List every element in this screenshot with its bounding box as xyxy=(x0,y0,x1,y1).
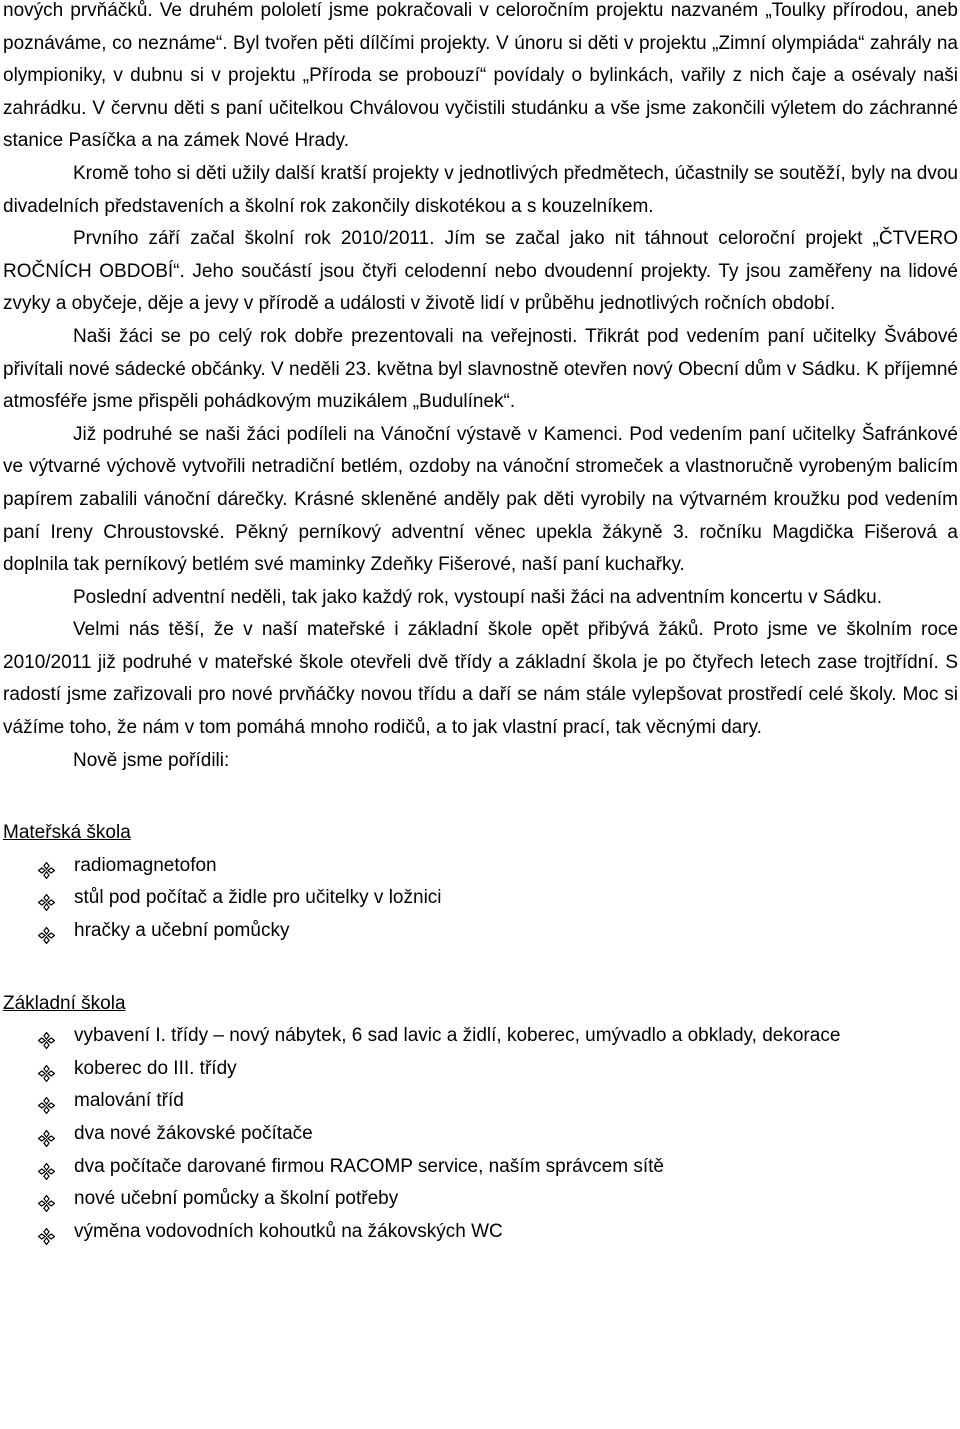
paragraph-school-year: Prvního září začal školní rok 2010/2011. Jím se začal jako nit táhnout celoroční projekt „ČTVERO ROČNÍCH OBDOBÍ“. Jeho součástí jsou čtyři celodenní nebo dvoudenní projekty. Ty jsou zaměřeny na lidové zvyky a obyčeje, děje a jevy v přírodě a události v životě lidí v průběhu jednotlivých ročních období. xyxy=(3,228,958,315)
diamond-petal xyxy=(44,1228,49,1235)
heading-zakladni-skola: Základní škola xyxy=(3,992,126,1014)
diamond-petal xyxy=(39,868,46,873)
four-diamond-bullet-icon xyxy=(38,1028,55,1045)
list-item-text: nové učební pomůcky a školní potřeby xyxy=(74,1188,399,1210)
four-diamond-glyph xyxy=(38,1097,55,1114)
diamond-petal xyxy=(39,1234,46,1239)
diamond-petal xyxy=(48,1169,55,1174)
diamond-petal xyxy=(39,1038,46,1043)
diamond-petal xyxy=(48,868,55,873)
four-diamond-bullet-icon xyxy=(38,1093,55,1110)
diamond-petal xyxy=(44,1075,49,1082)
diamond-petal xyxy=(44,1033,49,1040)
four-diamond-glyph xyxy=(38,1130,55,1147)
four-diamond-glyph xyxy=(38,1163,55,1180)
diamond-petal xyxy=(48,1103,55,1108)
diamond-petal xyxy=(39,900,46,905)
list-item-text: hračky a učební pomůcky xyxy=(74,920,290,942)
list-item-text: dva nové žákovské počítače xyxy=(74,1123,313,1144)
diamond-petal xyxy=(48,1071,55,1076)
diamond-petal xyxy=(39,1103,46,1108)
list-materska-skola xyxy=(3,850,958,948)
diamond-petal xyxy=(44,1163,49,1170)
list-item-text: koberec do III. třídy xyxy=(74,1057,237,1079)
list-item xyxy=(3,850,958,883)
list-zakladni-skola xyxy=(3,1020,958,1248)
diamond-petal xyxy=(44,1140,49,1147)
diamond-petal xyxy=(44,895,49,902)
diamond-petal xyxy=(48,1201,55,1206)
diamond-petal xyxy=(44,872,49,879)
four-diamond-glyph xyxy=(38,1228,55,1245)
four-diamond-glyph xyxy=(38,1195,55,1212)
diamond-petal xyxy=(44,1196,49,1203)
four-diamond-bullet-icon xyxy=(38,858,55,875)
list-item xyxy=(3,882,958,915)
diamond-petal xyxy=(44,1205,49,1212)
diamond-petal xyxy=(44,904,49,911)
diamond-petal xyxy=(39,1201,46,1206)
list-item xyxy=(3,1183,958,1216)
diamond-petal xyxy=(39,1169,46,1174)
diamond-petal xyxy=(44,862,49,869)
list-item-text: vybavení I. třídy – nový nábytek, 6 sad lavic a židlí, koberec, umývadlo a obklady, dekorace xyxy=(74,1025,841,1047)
diamond-petal xyxy=(48,1038,55,1043)
list-item xyxy=(3,1053,958,1086)
list-item-text: dva počítače darované firmou RACOMP service, naším správcem sítě xyxy=(74,1155,664,1177)
list-item-text: radiomagnetofon xyxy=(74,854,217,876)
list-item-text: stůl pod počítač a židle pro učitelky v ložnici xyxy=(74,887,442,909)
diamond-petal xyxy=(44,1065,49,1072)
diamond-petal xyxy=(44,937,49,944)
diamond-petal xyxy=(44,1131,49,1138)
four-diamond-bullet-icon xyxy=(38,1061,55,1078)
list-item xyxy=(3,1085,958,1118)
paragraph-public-presentation: Naši žáci se po celý rok dobře prezentovali na veřejnosti. Třikrát pod vedením paní učitelky Švábové přivítali nové sádecké občánky. V neděli 23. května byl slavnostně otevřen nový Obecní dům v Sádku. K příjemné atmosféře jsme přispěli pohádkovým muzikálem „Budulínek“. xyxy=(3,325,958,413)
heading-materska-skola: Mateřská škola xyxy=(3,822,131,844)
four-diamond-glyph xyxy=(38,862,55,879)
paragraph-growing-school: Velmi nás těší, že v naší mateřské i základní škole opět přibývá žáků. Proto jsme ve školním roce 2010/2011 již podruhé v mateřské škole otevřeli dvě třídy a základní škola je po čtyřech letech zase trojtřídní. S radostí jsme zařizovali pro nové prvňáčky novou třídu a daří se nám stále vylepšovat prostředí celé školy. Moc si vážíme toho, že nám v tom pomáhá mnoho rodičů, a to jak vlastní prací, tak věcnými dary. xyxy=(3,619,958,739)
list-item xyxy=(3,915,958,948)
four-diamond-glyph xyxy=(38,927,55,944)
four-diamond-bullet-icon xyxy=(38,923,55,940)
list-item-text: malování tříd xyxy=(74,1090,184,1112)
paragraph-new-acquisitions: Nově jsme pořídili: xyxy=(73,749,230,771)
four-diamond-bullet-icon xyxy=(38,1191,55,1208)
four-diamond-bullet-icon xyxy=(38,1159,55,1176)
list-item xyxy=(3,1118,958,1151)
paragraph-christmas-exhibition: Již podruhé se naši žáci podíleli na Vánoční výstavě v Kamenci. Pod vedením paní učitelky Šafránkové ve výtvarné výchově vytvořili netradiční betlém, ozdoby na vánoční stromeček a vlastnoručně vyrobeným balicím papírem zabalili vánoční dárečky. Krásné skleněné anděly pak děti vyrobily na výtvarném kroužku pod vedením paní Ireny Chroustovské. Pěkný perníkový adventní věnec upekla žákyně 3. ročníku Magdička Fišerová a doplnila tak perníkový betlém své maminky Zdeňky Fišerové, naší paní kuchařky. xyxy=(3,423,958,576)
diamond-petal xyxy=(39,1071,46,1076)
list-item-text: výměna vodovodních kohoutků na žákovských WC xyxy=(74,1220,503,1242)
four-diamond-bullet-icon xyxy=(38,890,55,907)
diamond-petal xyxy=(48,1234,55,1239)
diamond-petal xyxy=(48,933,55,938)
four-diamond-glyph xyxy=(38,1065,55,1082)
list-item xyxy=(3,1216,958,1249)
four-diamond-bullet-icon xyxy=(38,1224,55,1241)
diamond-petal xyxy=(48,1136,55,1141)
four-diamond-bullet-icon xyxy=(38,1126,55,1143)
diamond-petal xyxy=(39,933,46,938)
diamond-petal xyxy=(44,1238,49,1245)
diamond-petal xyxy=(44,928,49,935)
diamond-petal xyxy=(44,1172,49,1179)
four-diamond-glyph xyxy=(38,1032,55,1049)
diamond-petal xyxy=(44,1098,49,1105)
four-diamond-glyph xyxy=(38,894,55,911)
diamond-petal xyxy=(44,1107,49,1114)
list-item xyxy=(3,1020,958,1053)
paragraph-advent-concert: Poslední adventní neděli, tak jako každý rok, vystoupí naši žáci na adventním koncertu v Sádku. xyxy=(73,586,883,608)
list-item xyxy=(3,1151,958,1184)
paragraph-projects: nových prvňáčků. Ve druhém pololetí jsme pokračovali v celoročním projektu nazvaném „Toulky přírodou, aneb poznáváme, co neznáme“. Byl tvořen pěti dílčími projekty. V únoru si děti v projektu „Zimní olympiáda“ zahrály na olympioniky, v dubnu si v projektu „Příroda se probouzí“ povídaly o bylinkách, vařily z nich čaje a osévaly naši zahrádku. V červnu děti s paní učitelkou Chválovou vyčistili studánku a vše jsme zakončili výletem do záchranné stanice Pasíčka a na zámek Nové Hrady. xyxy=(3,0,958,152)
diamond-petal xyxy=(39,1136,46,1141)
diamond-petal xyxy=(48,900,55,905)
paragraph-extra-projects: Kromě toho si děti užily další kratší projekty v jednotlivých předmětech, účastnily se soutěží, byly na dvou divadelních představeních a školní rok zakončily diskotékou a s kouzelníkem. xyxy=(3,162,958,217)
diamond-petal xyxy=(44,1042,49,1049)
